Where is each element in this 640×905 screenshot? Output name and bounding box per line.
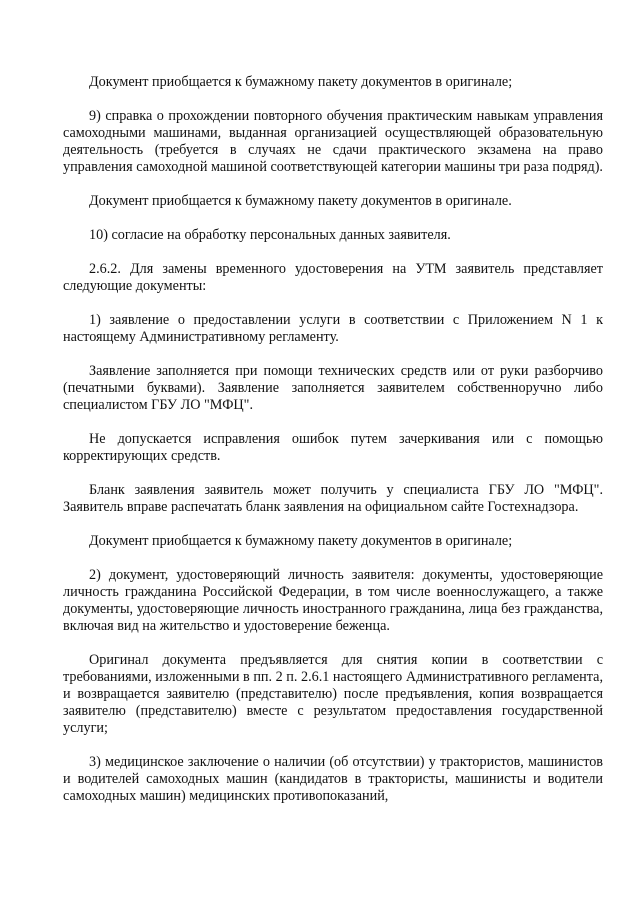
document-page (63, 74, 603, 822)
paragraph-9: Бланк заявления заявитель может получить у специалиста ГБУ ЛО "МФЦ". Заявитель вправе распечатать бланк заявления на официальном сайте Гостехнадзора. (63, 482, 603, 515)
paragraph-11: 2) документ, удостоверяющий личность заявителя: документы, удостоверяющие личность гражданина Российской Федерации, в том числе военнослужащего, а также документы, удостоверяющие личность иностранного гражданина, лица без гражданства, включая вид на жительство и удостоверение беженца. (63, 567, 603, 634)
paragraph-10: Документ приобщается к бумажному пакету документов в оригинале; (89, 533, 513, 549)
paragraph-3: Документ приобщается к бумажному пакету документов в оригинале. (89, 193, 512, 209)
paragraph-1: Документ приобщается к бумажному пакету документов в оригинале; (89, 74, 513, 90)
paragraph-5: 2.6.2. Для замены временного удостоверения на УТМ заявитель представляет следующие документы: (63, 261, 603, 294)
paragraph-2: 9) справка о прохождении повторного обучения практическим навыкам управления самоходными машинами, выданная организацией осуществляющей образовательную деятельность (требуется в случаях не сдачи практического экзамена на право управления самоходной машиной соответствующей категории машины три раза подряд). (63, 108, 603, 175)
paragraph-8: Не допускается исправления ошибок путем зачеркивания или с помощью корректирующих средств. (63, 431, 603, 464)
paragraph-4: 10) согласие на обработку персональных данных заявителя. (89, 227, 451, 243)
paragraph-7: Заявление заполняется при помощи технических средств или от руки разборчиво (печатными буквами). Заявление заполняется заявителем собственноручно либо специалистом ГБУ ЛО "МФЦ". (63, 363, 603, 413)
paragraph-13: 3) медицинское заключение о наличии (об отсутствии) у трактористов, машинистов и водителей самоходных машин (кандидатов в трактористы, машинисты и водители самоходных машин) медицинских противопоказаний, (63, 754, 603, 804)
paragraph-12: Оригинал документа предъявляется для снятия копии в соответствии с требованиями, изложенными в пп. 2 п. 2.6.1 настоящего Административного регламента, и возвращается заявителю (представителю) после предъявления, копия возвращается заявителю (представителю) вместе с результатом предоставления государственной услуги; (63, 652, 603, 736)
paragraph-6: 1) заявление о предоставлении услуги в соответствии с Приложением N 1 к настоящему Административному регламенту. (63, 312, 603, 345)
